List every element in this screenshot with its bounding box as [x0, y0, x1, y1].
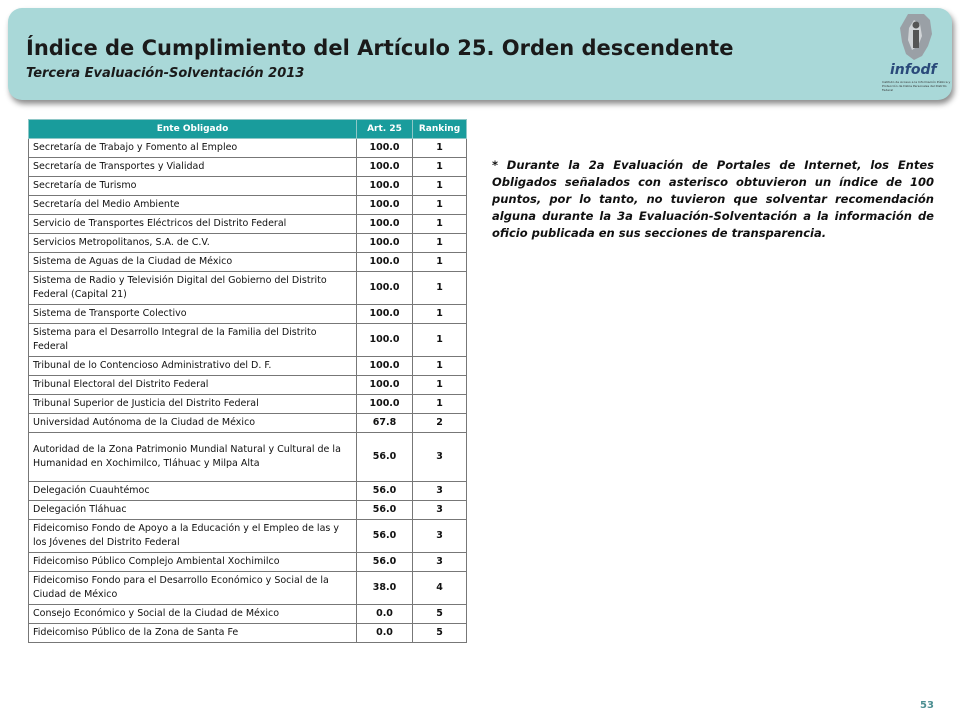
- cell-art25: 0.0: [357, 605, 413, 624]
- cell-ranking: 1: [413, 177, 467, 196]
- cell-ente: Tribunal Superior de Justicia del Distrito Federal: [29, 395, 357, 414]
- table-row: [29, 433, 467, 482]
- cell-art25: 100.0: [357, 234, 413, 253]
- table-row: [29, 520, 467, 553]
- cell-ente: Sistema de Aguas de la Ciudad de México: [29, 253, 357, 272]
- table-row: [29, 553, 467, 572]
- cell-ranking: 3: [413, 482, 467, 501]
- cell-art25: 0.0: [357, 624, 413, 643]
- footnote-text: * Durante la 2a Evaluación de Portales de Internet, los Entes Obligados señalados con asterisco obtuvieron un índice de 100 puntos, por lo tanto, no tuvieron que solventar recomendación alguna durante la 3a Evaluación-Solventación a la información de oficio publicada en sus secciones de transparencia.: [492, 158, 934, 240]
- table-row: [29, 572, 467, 605]
- cell-art25: 100.0: [357, 158, 413, 177]
- cell-ente: Fideicomiso Público de la Zona de Santa Fe: [29, 624, 357, 643]
- table-row: [29, 376, 467, 395]
- cell-art25: 100.0: [357, 196, 413, 215]
- cell-ente: Servicio de Transportes Eléctricos del Distrito Federal: [29, 215, 357, 234]
- cell-art25: 100.0: [357, 324, 413, 357]
- cell-ranking: 3: [413, 520, 467, 553]
- cell-ranking: 1: [413, 272, 467, 305]
- cell-ente: Tribunal de lo Contencioso Administrativo del D. F.: [29, 357, 357, 376]
- cell-ranking: 4: [413, 572, 467, 605]
- infodf-logo: [878, 12, 954, 100]
- table-row: [29, 605, 467, 624]
- table-row: [29, 215, 467, 234]
- cell-ranking: 2: [413, 414, 467, 433]
- cell-ente: Universidad Autónoma de la Ciudad de México: [29, 414, 357, 433]
- cell-art25: 56.0: [357, 501, 413, 520]
- cell-ente: Sistema de Radio y Televisión Digital del Gobierno del Distrito Federal (Capital 21): [29, 272, 357, 305]
- table-row: [29, 196, 467, 215]
- cell-art25: 38.0: [357, 572, 413, 605]
- page-title: Índice de Cumplimiento del Artículo 25. Orden descendente: [26, 36, 734, 60]
- cell-art25: 100.0: [357, 253, 413, 272]
- cell-ente: Secretaría del Medio Ambiente: [29, 196, 357, 215]
- cell-ente: Secretaría de Turismo: [29, 177, 357, 196]
- header-banner: [8, 8, 952, 100]
- cell-ranking: 3: [413, 433, 467, 482]
- cell-art25: 56.0: [357, 520, 413, 553]
- table-row: [29, 357, 467, 376]
- column-header-art25: Art. 25: [357, 120, 413, 139]
- cell-ente: Consejo Económico y Social de la Ciudad de México: [29, 605, 357, 624]
- cell-ranking: 1: [413, 196, 467, 215]
- logo-caption: Instituto de Acceso a la Información Pública y Protección de Datos Personales del Distrito Federal: [882, 80, 951, 92]
- page-subtitle: Tercera Evaluación-Solventación 2013: [26, 66, 305, 81]
- city-emblem-icon: [878, 12, 954, 68]
- page-number: 53: [920, 700, 934, 711]
- cell-ente: Delegación Tláhuac: [29, 501, 357, 520]
- table-row: [29, 253, 467, 272]
- table-row: [29, 501, 467, 520]
- cell-ranking: 1: [413, 139, 467, 158]
- table-row: [29, 395, 467, 414]
- cell-ente: Secretaría de Transportes y Vialidad: [29, 158, 357, 177]
- cell-ente: Sistema para el Desarrollo Integral de la Familia del Distrito Federal: [29, 324, 357, 357]
- cell-ranking: 1: [413, 324, 467, 357]
- cell-ente: Servicios Metropolitanos, S.A. de C.V.: [29, 234, 357, 253]
- cell-ranking: 5: [413, 624, 467, 643]
- cell-ranking: 1: [413, 158, 467, 177]
- table-row: [29, 177, 467, 196]
- table-row: [29, 158, 467, 177]
- cell-ente: Secretaría de Trabajo y Fomento al Empleo: [29, 139, 357, 158]
- cell-art25: 100.0: [357, 139, 413, 158]
- cell-ranking: 1: [413, 357, 467, 376]
- cell-ente: Autoridad de la Zona Patrimonio Mundial Natural y Cultural de la Humanidad en Xochimilco, Tláhuac y Milpa Alta: [29, 433, 357, 482]
- cell-ranking: 1: [413, 215, 467, 234]
- cell-art25: 100.0: [357, 395, 413, 414]
- table-header-row: [29, 120, 467, 139]
- cell-ranking: 1: [413, 376, 467, 395]
- cell-ente: Fideicomiso Público Complejo Ambiental Xochimilco: [29, 553, 357, 572]
- cell-ranking: 1: [413, 305, 467, 324]
- cell-ente: Tribunal Electoral del Distrito Federal: [29, 376, 357, 395]
- cell-ente: Fideicomiso Fondo de Apoyo a la Educación y el Empleo de las y los Jóvenes del Distrito Federal: [29, 520, 357, 553]
- logo-name: infodf: [890, 62, 937, 78]
- table-row: [29, 482, 467, 501]
- cell-ente: Delegación Cuauhtémoc: [29, 482, 357, 501]
- column-header-ranking: Ranking: [413, 120, 467, 139]
- cell-art25: 100.0: [357, 215, 413, 234]
- table-row: [29, 305, 467, 324]
- cell-ranking: 3: [413, 501, 467, 520]
- compliance-table: [28, 119, 467, 643]
- cell-art25: 56.0: [357, 553, 413, 572]
- cell-ranking: 1: [413, 253, 467, 272]
- cell-art25: 100.0: [357, 272, 413, 305]
- table-row: [29, 624, 467, 643]
- cell-ranking: 3: [413, 553, 467, 572]
- cell-art25: 56.0: [357, 433, 413, 482]
- column-header-ente: Ente Obligado: [29, 120, 357, 139]
- cell-ente: Sistema de Transporte Colectivo: [29, 305, 357, 324]
- cell-ente: Fideicomiso Fondo para el Desarrollo Económico y Social de la Ciudad de México: [29, 572, 357, 605]
- table-row: [29, 272, 467, 305]
- table-row: [29, 139, 467, 158]
- cell-art25: 100.0: [357, 357, 413, 376]
- cell-ranking: 5: [413, 605, 467, 624]
- table-row: [29, 324, 467, 357]
- cell-art25: 100.0: [357, 376, 413, 395]
- table-row: [29, 234, 467, 253]
- cell-art25: 100.0: [357, 177, 413, 196]
- cell-ranking: 1: [413, 234, 467, 253]
- table-row: [29, 414, 467, 433]
- cell-art25: 100.0: [357, 305, 413, 324]
- cell-art25: 56.0: [357, 482, 413, 501]
- cell-ranking: 1: [413, 395, 467, 414]
- cell-art25: 67.8: [357, 414, 413, 433]
